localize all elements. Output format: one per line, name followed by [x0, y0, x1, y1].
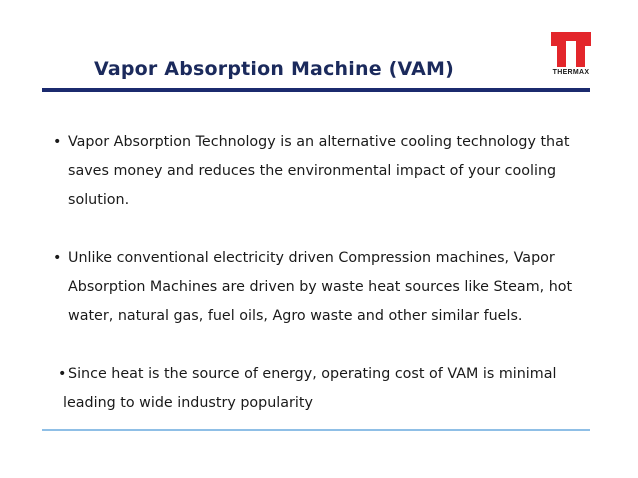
logo-text: THERMAX [552, 69, 590, 76]
footer-divider [42, 429, 590, 431]
bullet-item: • Vapor Absorption Technology is an alternative cooling technology that saves money and reduces the environmental impact of your cooling solution. [52, 128, 582, 215]
title-divider [42, 88, 590, 92]
bullet-item: • Unlike conventional electricity driven Compression machines, Vapor Absorption Machines are driven by waste heat sources like Steam, hot water, natural gas, fuel oils, Agro waste and other similar fuels. [52, 244, 582, 331]
bullet-list [52, 128, 582, 447]
bullet-item: • Since heat is the source of energy, operating cost of VAM is minimal leading to wide industry popularity [52, 360, 582, 418]
slide-title: Vapor Absorption Machine (VAM) [93, 58, 454, 80]
